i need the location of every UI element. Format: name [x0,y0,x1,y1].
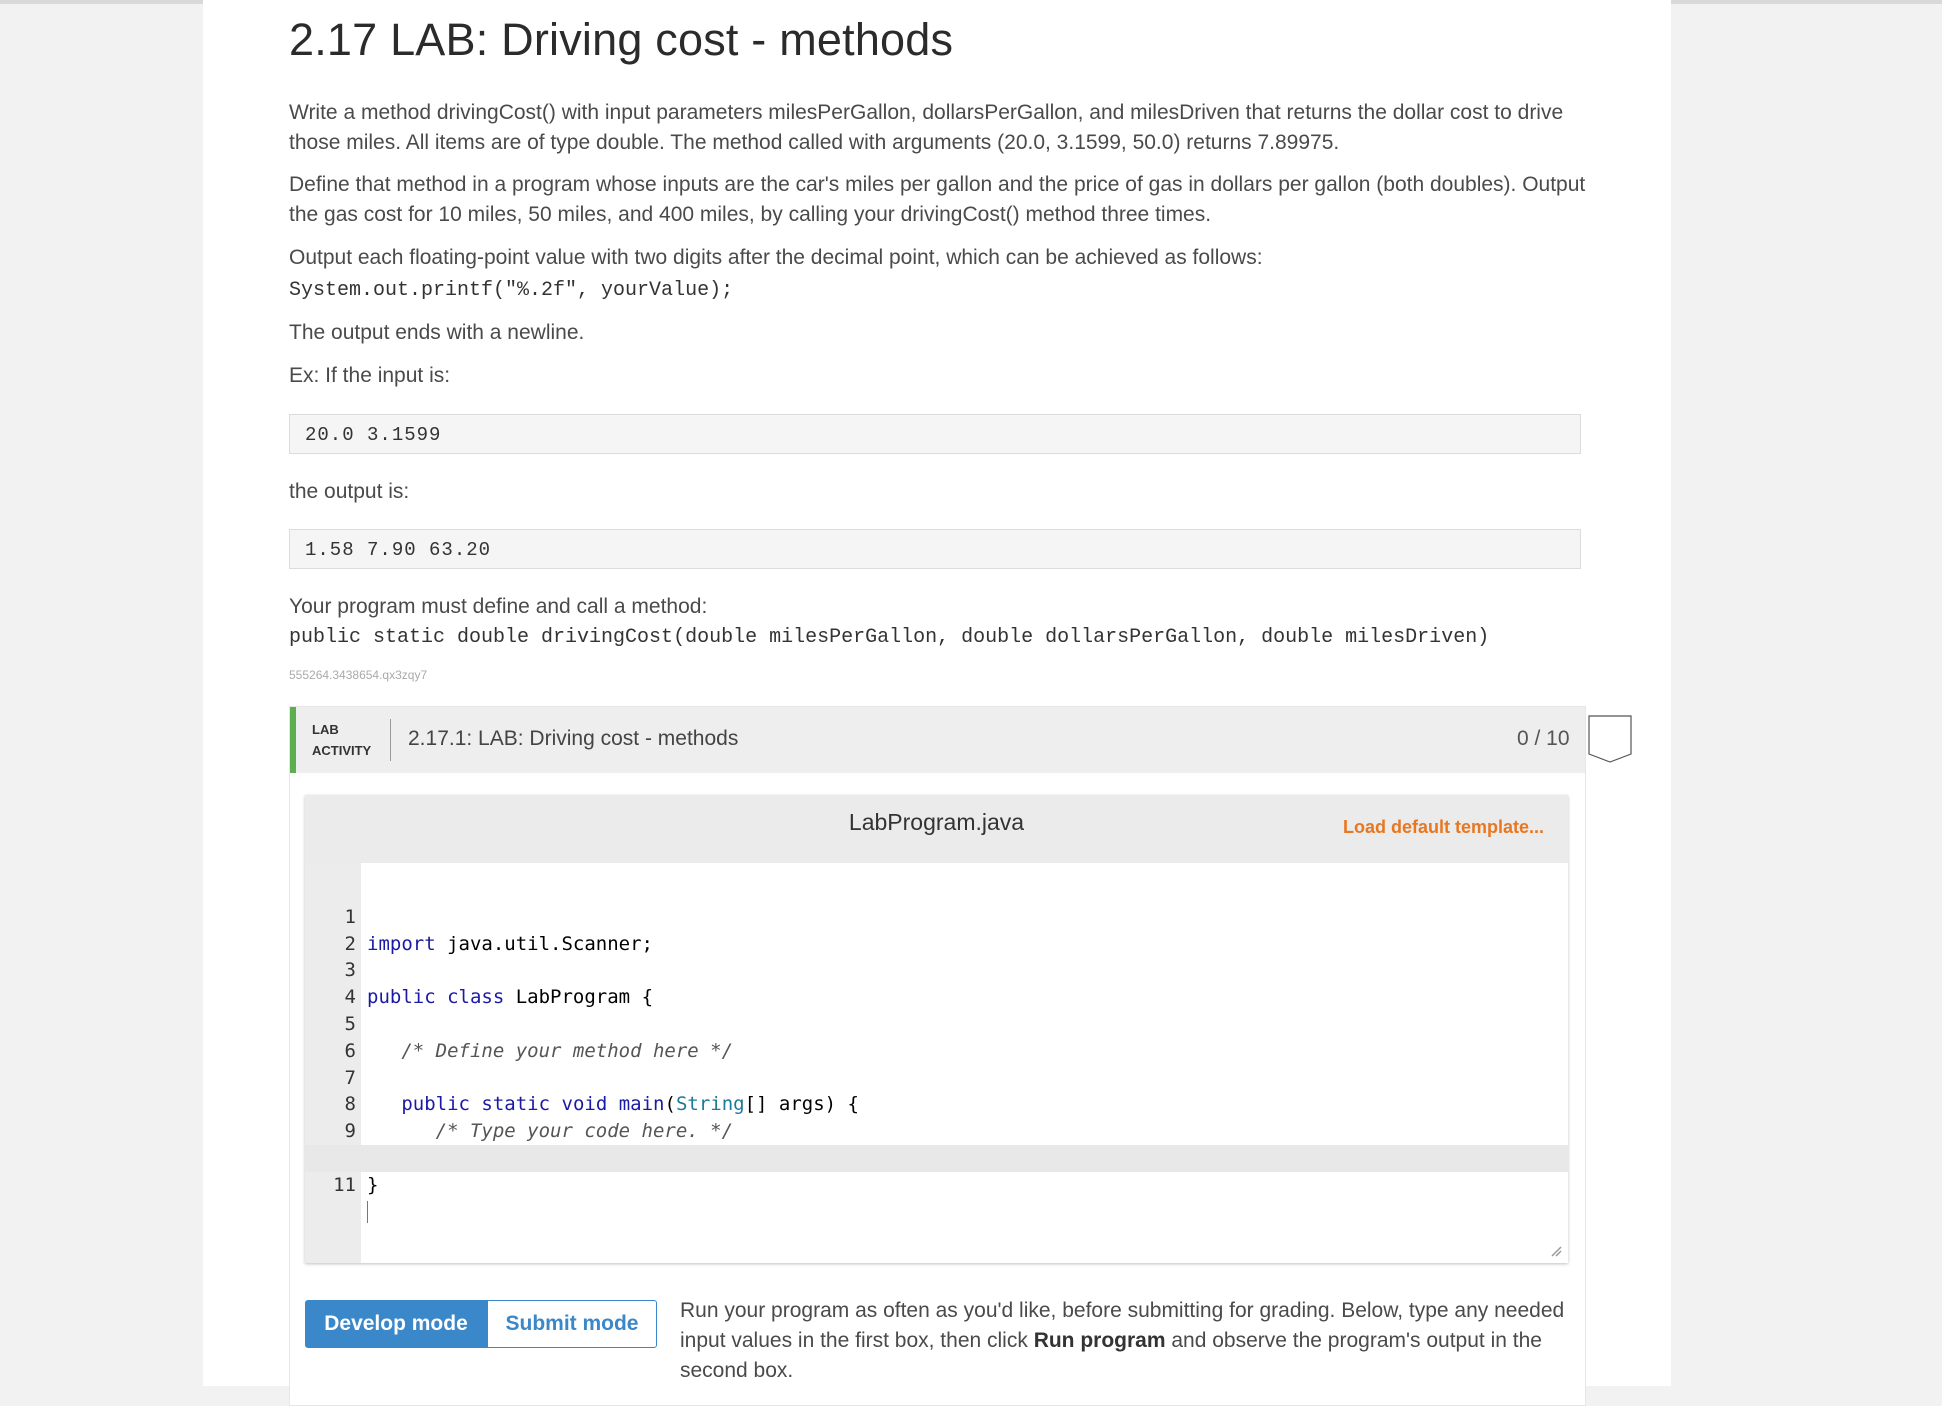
line-number: 3 [344,959,356,982]
keyword: import [367,932,436,955]
description-paragraph-2: Define that method in a program whose inputs are the car's miles per gallon and the price of gas in dollars per gallon (both doubles). Output the gas cost for 10 miles, 50 miles, and 400 miles, by calling your drivingCost() method three times. [289,173,1586,226]
code-line[interactable] [305,1118,1568,1145]
type-name: String [675,1093,745,1116]
line-number: 5 [344,1012,356,1035]
load-default-template-button[interactable]: Load default template... [1342,817,1544,837]
code-line[interactable] [305,931,1568,1009]
code-token: [] args) { [744,1093,859,1116]
keyword: public [401,1093,470,1116]
lab-activity-header [290,707,1585,773]
editor-header [305,795,1568,863]
line-number: 9 [344,1120,356,1143]
description-paragraph-3: Output each floating-point value with two digits after the decimal point, which can be achieved as follows: [289,246,1263,269]
code-text[interactable] [367,1199,368,1226]
score-badge-icon [1588,715,1632,763]
description-paragraph-1: Write a method drivingCost() with input parameters milesPerGallon, dollarsPerGallon, and milesDriven that returns the dollar cost to drive those miles. All items are of type double. The method called with arguments (20.0, 3.1599, 50.0) returns 7.89975. [289,101,1564,154]
example-input-box: 20.0 3.1599 [289,414,1581,454]
description-paragraph-4: The output ends with a newline. [289,321,585,344]
lab-activity [289,706,1586,1406]
code-line[interactable] [305,1038,1568,1116]
keyword: public [367,986,436,1009]
mode-help-text [680,1296,1580,1386]
help-text-bold: Run program [1033,1329,1166,1352]
page-title: 2.17 LAB: Driving cost - methods [289,14,954,65]
method-signature-code: public static double drivingCost(double milesPerGallon, double dollarsPerGallon, double milesDriven) [289,626,1490,649]
example-output-box: 1.58 7.90 63.20 [289,529,1581,569]
line-number: 4 [344,986,356,1009]
lab-activity-title: 2.17.1: LAB: Driving cost - methods [408,727,739,750]
lab-activity-label [312,719,371,761]
text-cursor [367,1201,368,1223]
submit-mode-button[interactable]: Submit mode [487,1300,657,1348]
line-number: 11 [333,1173,356,1196]
code-lines[interactable] [305,877,1568,1196]
lab-label-line1: LAB [312,722,339,737]
lab-header-divider [390,719,391,761]
output-intro: the output is: [289,480,410,503]
code-line[interactable] [305,984,1568,1062]
code-comment: /* Type your code here. */ [435,1120,734,1143]
keyword: class [447,986,505,1009]
line-number: 6 [344,1039,356,1062]
code-editor [305,795,1568,1263]
function-name: main [618,1093,665,1116]
keyword: static [481,1093,551,1116]
help-text-part1: Run your program as often as you'd like, before submitting for grading. Below, type any needed input values in the first box, then click [680,1299,1565,1352]
develop-mode-button[interactable]: Develop mode [305,1300,487,1348]
lab-label-line2: ACTIVITY [312,743,372,758]
line-number: 7 [344,1066,356,1089]
printf-code: System.out.printf("%.2f", yourValue); [289,279,734,302]
help-text-part2: and observe the program's output in the second box. [680,1329,1542,1382]
resize-handle-icon[interactable] [1550,1245,1562,1257]
code-token: java.util.Scanner; [435,932,653,955]
editor-filename: LabProgram.java [848,809,1025,835]
code-line-active[interactable] [305,1145,1568,1196]
line-number: 1 [344,905,356,928]
page-card [203,0,1671,1386]
line-number: 8 [344,1093,356,1116]
code-line[interactable] [305,877,1568,955]
line-number: 2 [344,932,356,955]
tracking-id: 555264.3438654.qx3zqy7 [289,668,428,682]
code-token: ( [664,1093,676,1116]
example-intro: Ex: If the input is: [289,364,451,387]
keyword: void [561,1093,608,1116]
lab-score: 0 / 10 [1517,727,1570,750]
code-comment: /* Define your method here */ [401,1039,734,1062]
code-token: LabProgram { [504,986,654,1009]
signature-intro: Your program must define and call a method: [289,595,708,618]
